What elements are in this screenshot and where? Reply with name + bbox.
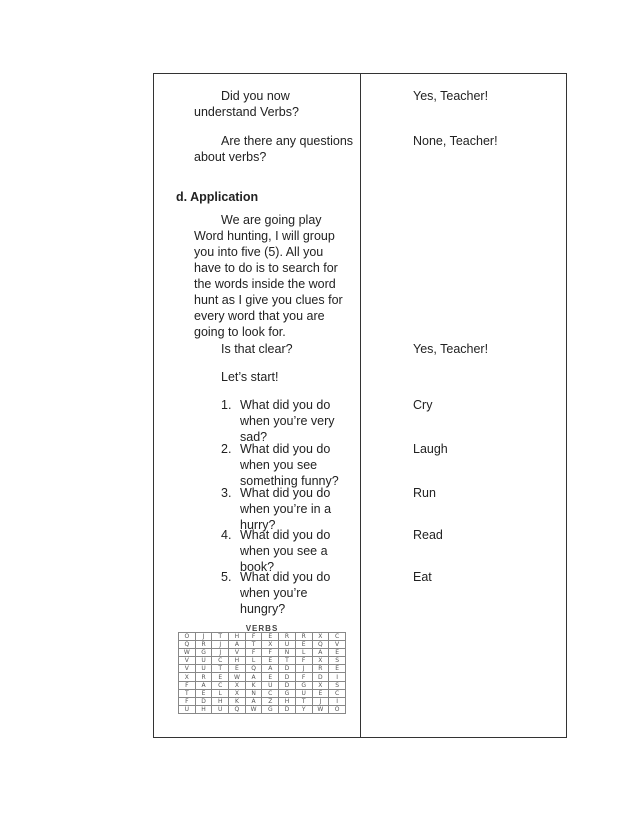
puzzle-cell: S	[329, 681, 346, 689]
clear-question: Is that clear?	[221, 342, 293, 356]
puzzle-row	[179, 633, 346, 641]
puzzle-cell: J	[312, 697, 329, 705]
puzzle-grid	[178, 632, 346, 714]
item-line: when you’re in a	[240, 502, 332, 516]
puzzle-row	[179, 649, 346, 657]
puzzle-row	[179, 665, 346, 673]
puzzle-cell: T	[245, 641, 262, 649]
puzzle-cell: T	[212, 665, 229, 673]
puzzle-cell: V	[179, 665, 196, 673]
answer-clear: Yes, Teacher!	[413, 342, 489, 356]
answer-questions: None, Teacher!	[413, 134, 498, 148]
item-number: 5.	[221, 570, 232, 584]
instructions-line-4: have to do is to search for	[194, 261, 338, 275]
instructions-line-5: the words inside the word	[194, 277, 336, 291]
puzzle-cell: W	[245, 705, 262, 713]
item-line: when you’re	[240, 586, 308, 600]
item-line: something funny?	[240, 474, 339, 488]
puzzle-cell: Z	[262, 697, 279, 705]
puzzle-cell: W	[179, 649, 196, 657]
puzzle-cell: N	[245, 689, 262, 697]
question-2-line-2: about verbs?	[194, 150, 267, 164]
puzzle-cell: R	[195, 673, 212, 681]
puzzle-cell: F	[262, 649, 279, 657]
start-line: Let’s start!	[221, 370, 279, 384]
puzzle-cell: H	[279, 697, 296, 705]
puzzle-cell: H	[229, 657, 246, 665]
puzzle-cell: Q	[179, 641, 196, 649]
puzzle-cell: I	[329, 697, 346, 705]
puzzle-cell: E	[229, 665, 246, 673]
answer-item: Read	[413, 528, 443, 542]
puzzle-cell: D	[195, 697, 212, 705]
question-1-line-1: Did you now	[221, 89, 290, 103]
puzzle-cell: D	[312, 673, 329, 681]
puzzle-cell: J	[212, 641, 229, 649]
puzzle-cell: O	[329, 705, 346, 713]
puzzle-cell: A	[262, 665, 279, 673]
item-line: What did you do	[240, 528, 331, 542]
puzzle-cell: Q	[245, 665, 262, 673]
item-line: What did you do	[240, 442, 331, 456]
puzzle-cell: G	[295, 681, 312, 689]
puzzle-cell: V	[329, 641, 346, 649]
item-number: 2.	[221, 442, 232, 456]
puzzle-cell: F	[295, 657, 312, 665]
puzzle-cell: Y	[295, 705, 312, 713]
puzzle-cell: E	[212, 673, 229, 681]
puzzle-cell: E	[262, 657, 279, 665]
puzzle-cell: X	[312, 633, 329, 641]
puzzle-cell: F	[245, 649, 262, 657]
puzzle-cell: O	[179, 633, 196, 641]
puzzle-cell: F	[179, 697, 196, 705]
puzzle-cell: R	[195, 641, 212, 649]
question-1-line-2: understand Verbs?	[194, 105, 299, 119]
puzzle-cell: C	[212, 657, 229, 665]
puzzle-cell: E	[329, 649, 346, 657]
answer-item: Laugh	[413, 442, 448, 456]
instructions-line-6: hunt as I give you clues for	[194, 293, 343, 307]
puzzle-cell: A	[229, 641, 246, 649]
puzzle-cell: G	[195, 649, 212, 657]
puzzle-cell: G	[262, 705, 279, 713]
puzzle-cell: H	[195, 705, 212, 713]
item-line: sad?	[240, 430, 268, 444]
puzzle-cell: A	[245, 673, 262, 681]
puzzle-cell: A	[312, 649, 329, 657]
item-line: hurry?	[240, 518, 276, 532]
answer-understand: Yes, Teacher!	[413, 89, 489, 103]
item-line: book?	[240, 560, 275, 574]
word-search-puzzle	[178, 624, 346, 714]
item-number: 1.	[221, 398, 232, 412]
puzzle-cell: W	[229, 673, 246, 681]
puzzle-cell: U	[212, 705, 229, 713]
puzzle-row	[179, 657, 346, 665]
instructions-line-3: you into five (5). All you	[194, 245, 324, 259]
puzzle-cell: Q	[229, 705, 246, 713]
item-line: hungry?	[240, 602, 286, 616]
puzzle-cell: L	[295, 649, 312, 657]
puzzle-cell: N	[279, 649, 296, 657]
puzzle-cell: X	[229, 681, 246, 689]
answer-item: Cry	[413, 398, 433, 412]
puzzle-cell: I	[329, 673, 346, 681]
puzzle-cell: X	[312, 657, 329, 665]
puzzle-cell: U	[279, 641, 296, 649]
puzzle-cell: F	[179, 681, 196, 689]
puzzle-cell: J	[295, 665, 312, 673]
puzzle-cell: C	[329, 633, 346, 641]
puzzle-cell: R	[295, 633, 312, 641]
instructions-line-8: going to look for.	[194, 325, 286, 339]
puzzle-row	[179, 673, 346, 681]
section-heading: d. Application	[176, 190, 259, 204]
puzzle-row	[179, 641, 346, 649]
puzzle-cell: S	[329, 657, 346, 665]
puzzle-cell: U	[262, 681, 279, 689]
puzzle-cell: E	[262, 673, 279, 681]
puzzle-cell: T	[279, 657, 296, 665]
answer-item: Run	[413, 486, 436, 500]
puzzle-row	[179, 681, 346, 689]
puzzle-cell: V	[229, 649, 246, 657]
puzzle-cell: U	[179, 705, 196, 713]
puzzle-cell: T	[179, 689, 196, 697]
puzzle-cell: L	[212, 689, 229, 697]
puzzle-cell: T	[295, 697, 312, 705]
puzzle-cell: E	[262, 633, 279, 641]
puzzle-cell: K	[245, 681, 262, 689]
puzzle-cell: R	[312, 665, 329, 673]
puzzle-cell: X	[262, 641, 279, 649]
puzzle-cell: C	[329, 689, 346, 697]
puzzle-cell: J	[195, 633, 212, 641]
answer-item: Eat	[413, 570, 432, 584]
puzzle-cell: G	[279, 689, 296, 697]
puzzle-row	[179, 705, 346, 713]
puzzle-cell: E	[295, 641, 312, 649]
puzzle-cell: U	[195, 665, 212, 673]
puzzle-title: VERBS	[245, 624, 279, 633]
instructions-line-7: every word that you are	[194, 309, 325, 323]
item-line: when you see	[240, 458, 318, 472]
puzzle-cell: T	[212, 633, 229, 641]
puzzle-cell: C	[212, 681, 229, 689]
puzzle-cell: F	[245, 633, 262, 641]
puzzle-cell: Q	[312, 641, 329, 649]
instructions-line-2: Word hunting, I will group	[194, 229, 335, 243]
item-line: What did you do	[240, 570, 331, 584]
puzzle-cell: R	[279, 633, 296, 641]
instructions-line-1: We are going play	[221, 213, 322, 227]
item-number: 4.	[221, 528, 232, 542]
puzzle-cell: C	[262, 689, 279, 697]
puzzle-cell: H	[229, 633, 246, 641]
item-line: when you’re very	[240, 414, 335, 428]
puzzle-cell: E	[329, 665, 346, 673]
puzzle-cell: L	[245, 657, 262, 665]
puzzle-cell: D	[279, 681, 296, 689]
item-line: What did you do	[240, 398, 331, 412]
puzzle-cell: E	[195, 689, 212, 697]
puzzle-row	[179, 697, 346, 705]
item-line: when you see a	[240, 544, 328, 558]
item-line: What did you do	[240, 486, 331, 500]
puzzle-cell: H	[212, 697, 229, 705]
puzzle-cell: U	[195, 657, 212, 665]
puzzle-cell: U	[295, 689, 312, 697]
puzzle-cell: F	[295, 673, 312, 681]
puzzle-cell: J	[212, 649, 229, 657]
puzzle-cell: D	[279, 673, 296, 681]
puzzle-cell: D	[279, 665, 296, 673]
puzzle-cell: X	[229, 689, 246, 697]
puzzle-cell: D	[279, 705, 296, 713]
puzzle-cell: K	[229, 697, 246, 705]
puzzle-cell: X	[179, 673, 196, 681]
puzzle-cell: W	[312, 705, 329, 713]
puzzle-cell: X	[312, 681, 329, 689]
puzzle-cell: E	[312, 689, 329, 697]
puzzle-cell: A	[195, 681, 212, 689]
column-divider	[360, 73, 361, 738]
puzzle-cell: A	[245, 697, 262, 705]
puzzle-row	[179, 689, 346, 697]
question-2-line-1: Are there any questions	[221, 134, 354, 148]
puzzle-cell: V	[179, 657, 196, 665]
item-number: 3.	[221, 486, 232, 500]
